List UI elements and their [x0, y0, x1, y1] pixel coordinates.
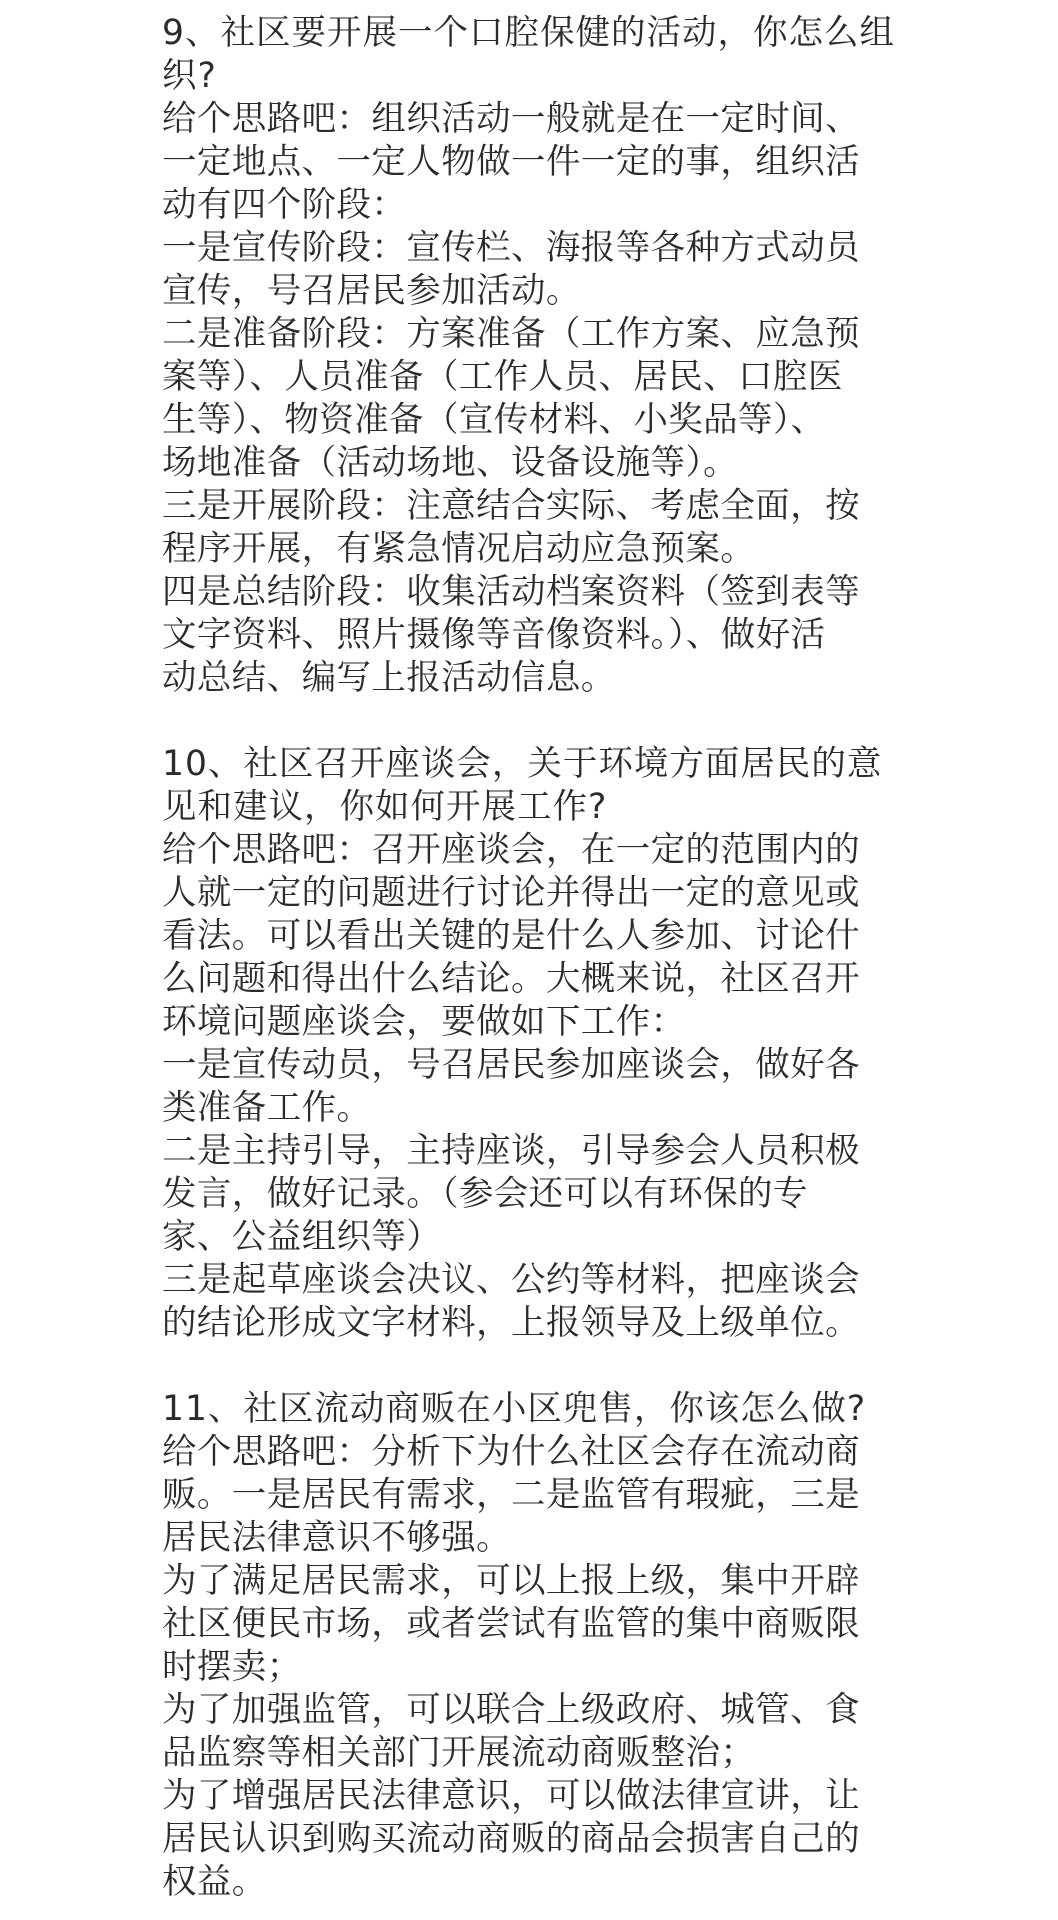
- text-line: 居民法律意识不够强。: [162, 1518, 511, 1558]
- text-line: 二是主持引导，主持座谈，引导参会人员积极: [162, 1131, 860, 1171]
- text-line: 权益。: [162, 1862, 267, 1902]
- text-line: 场地准备（活动场地、设备设施等）。: [162, 443, 739, 483]
- text-line: 环境问题座谈会，要做如下工作：: [162, 1002, 686, 1042]
- text-line: 为了增强居民法律意识，可以做法律宣讲，让: [162, 1776, 860, 1816]
- text-line: 动有四个阶段：: [162, 185, 407, 225]
- text-line: 为了加强监管，可以联合上级政府、城管、食: [162, 1690, 860, 1730]
- text-line: 一是宣传阶段：宣传栏、海报等各种方式动员: [162, 228, 860, 268]
- text-line: 看法。可以看出关键的是什么人参加、讨论什: [162, 916, 860, 956]
- text-line: 人就一定的问题进行讨论并得出一定的意见或: [162, 873, 860, 913]
- question-section-9: [162, 12, 910, 700]
- text-line: 么问题和得出什么结论。大概来说，社区召开: [162, 959, 860, 999]
- text-line: 给个思路吧：组织活动一般就是在一定时间、: [162, 99, 860, 139]
- text-line: 程序开展，有紧急情况启动应急预案。: [162, 529, 756, 569]
- text-line: 为了满足居民需求，可以上报上级，集中开辟: [162, 1561, 860, 1601]
- text-line: 生等）、物资准备（宣传材料、小奖品等）、: [162, 400, 826, 440]
- text-line: 给个思路吧：召开座谈会，在一定的范围内的: [162, 830, 860, 870]
- text-line: 动总结、编写上报活动信息。: [162, 658, 616, 698]
- text-line: 类准备工作。: [162, 1088, 372, 1128]
- text-line: 见和建议，你如何开展工作?: [162, 787, 608, 827]
- text-line: 的结论形成文字材料，上报领导及上级单位。: [162, 1303, 860, 1343]
- question-section-11: [162, 1388, 910, 1904]
- text-line: 三是开展阶段：注意结合实际、考虑全面，按: [162, 486, 860, 526]
- text-line: 三是起草座谈会决议、公约等材料，把座谈会: [162, 1260, 860, 1300]
- text-line: 给个思路吧：分析下为什么社区会存在流动商: [162, 1432, 860, 1472]
- text-line: 二是准备阶段：方案准备（工作方案、应急预: [162, 314, 860, 354]
- text-line: 贩。一是居民有需求，二是监管有瑕疵，三是: [162, 1475, 860, 1515]
- text-line: 案等）、人员准备（工作人员、居民、口腔医: [162, 357, 843, 397]
- text-line: 10、社区召开座谈会，关于环境方面居民的意: [162, 744, 883, 784]
- text-line: 11、社区流动商贩在小区兜售，你该怎么做?: [162, 1389, 867, 1429]
- text-line: 家、公益组织等）: [162, 1217, 442, 1257]
- text-line: 品监察等相关部门开展流动商贩整治；: [162, 1733, 756, 1773]
- text-line: 9、社区要开展一个口腔保健的活动，你怎么组: [162, 13, 895, 53]
- text-line: 发言，做好记录。（参会还可以有环保的专: [162, 1174, 808, 1214]
- text-line: 一是宣传动员，号召居民参加座谈会，做好各: [162, 1045, 860, 1085]
- text-line: 居民认识到购买流动商贩的商品会损害自己的: [162, 1819, 860, 1859]
- text-line: 宣传，号召居民参加活动。: [162, 271, 581, 311]
- text-line: 四是总结阶段：收集活动档案资料（签到表等: [162, 572, 860, 612]
- text-line: 社区便民市场，或者尝试有监管的集中商贩限: [162, 1604, 860, 1644]
- question-section-10: [162, 743, 910, 1345]
- text-column: [162, 12, 910, 1904]
- text-line: 织?: [162, 56, 217, 96]
- text-line: 一定地点、一定人物做一件一定的事，组织活: [162, 142, 860, 182]
- text-line: 文字资料、照片摄像等音像资料。）、做好活: [162, 615, 826, 655]
- text-line: 时摆卖；: [162, 1647, 302, 1687]
